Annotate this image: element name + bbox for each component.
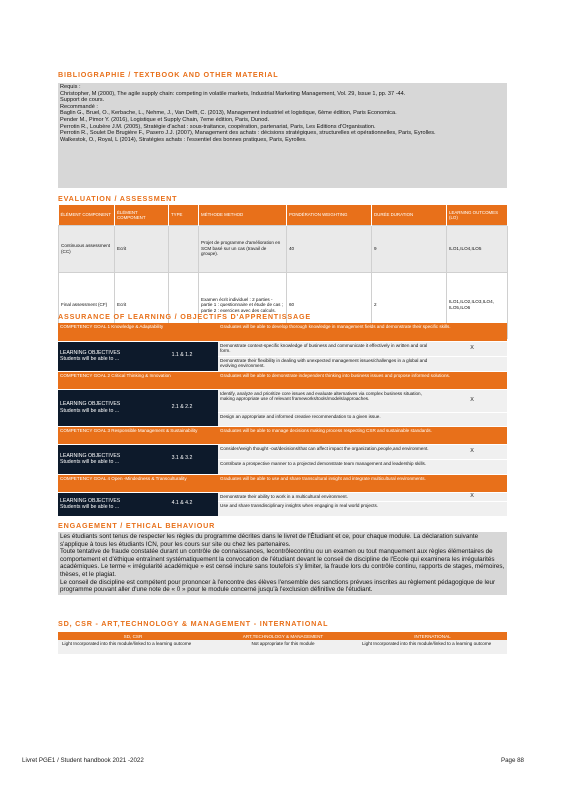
eval-type bbox=[169, 225, 199, 272]
objective-ids: 2.1 & 2.2 bbox=[146, 389, 218, 426]
eval-header: ÉLÉMENT COMPONENT bbox=[59, 205, 115, 225]
bibliography-line: Perrotin R., Loubère J.M. (2005), Stratégie d'achat : sous-traitance, coopération, partenariat, Paris, Les Editions d'Organisation. bbox=[60, 123, 376, 130]
eval-duration: 9 bbox=[372, 225, 447, 272]
lo-sub: Students will be able to ... bbox=[60, 459, 120, 465]
tags-header: INTERNATIONAL bbox=[358, 632, 507, 640]
objective-mark bbox=[437, 356, 507, 371]
bibliography-line: Walkestok, O., Royal, L (2014), Stratégies achats : l'essentiel des bonnes pratiques, Paris, Eyrolles. bbox=[60, 136, 307, 143]
goal-label: COMPETENCY GOAL 2 Critical Thinking & Innovation bbox=[58, 371, 218, 389]
goal-header-row bbox=[58, 474, 507, 492]
eval-method: Examen écrit individuel : 2 parties - partie 1 : questionnaire et étude de cas ; partie 2 : exercices avec des calculs. bbox=[199, 272, 287, 338]
goal-header-row bbox=[58, 426, 507, 444]
objective-item: Use and share transdisciplinary insights when engaging in real world projects. bbox=[218, 501, 437, 516]
tags-cell: Not appropriate for this module bbox=[208, 640, 358, 654]
objective-mark: X bbox=[437, 492, 507, 501]
eval-duration: 2 bbox=[372, 272, 447, 338]
assurance-table bbox=[58, 323, 507, 517]
lo-sub: Students will be able to ... bbox=[60, 407, 120, 414]
table-row bbox=[59, 225, 508, 272]
goal-objective: Graduates will be able to develop thorough knowledge in management fields and demonstrate their specific skills. bbox=[218, 323, 507, 341]
goal-label: COMPETENCY GOAL 1 Knowledge & Adaptability bbox=[58, 323, 218, 341]
goal-label: COMPETENCY GOAL 3 Responsible Management & Sustainability bbox=[58, 426, 218, 444]
tags-title: SD, CSR - ART,TECHNOLOGY & MANAGEMENT - INTERNATIONAL bbox=[58, 619, 329, 628]
objective-ids: 1.1 & 1.2 bbox=[146, 341, 218, 371]
engagement-title: ENGAGEMENT / ETHICAL BEHAVIOUR bbox=[58, 521, 216, 530]
eval-method: Projet de programme d'amélioration en SCM basé sur un cas (travail de groupe). bbox=[199, 225, 287, 272]
objective-item: Demonstrate their flexibility in dealing with unexpected management issues/challenges in a global and evolving environment. bbox=[218, 356, 437, 371]
bibliography-line: Baglin G., Bruel, O., Kerbache, L., Nehme, J., Van Delft, C. (2013), Management industriel et logistique, 6ème édition, Paris Economica. bbox=[60, 110, 397, 117]
table-row bbox=[58, 640, 507, 654]
engagement-paragraph: Toute tentative de fraude constatée durant un contrôle de connaissances, lecontrôlecontinu ou un examen ou tout manquement aux règles élémentaires de comportement et d'éthique entraînent systématiquement la convocation de l'étudiant devant le conseil de discipline de l'Ecole qui examinera les irrégularités académiques. Le terme « irrégularité académique » est censé inclure sans toutefois s'y limiter, la fraude lors du contrôle continu, rapports de stages, mémoires, thèses, et le plagiat. bbox=[60, 548, 505, 578]
eval-header: ÉLÉMENT COMPONENT bbox=[115, 205, 169, 225]
engagement-box bbox=[58, 532, 507, 595]
lo-sub: Students will be able to ... bbox=[60, 504, 120, 510]
objective-mark bbox=[437, 412, 507, 426]
objective-mark bbox=[437, 459, 507, 474]
eval-lo: ILO1,ILO2,ILO3,ILO4, ILO5,ILO6 bbox=[447, 272, 508, 338]
eval-header: PONDÉRATION WEIGHTING bbox=[287, 205, 372, 225]
tags-header: ART,TECHNOLOGY & MANAGEMENT bbox=[208, 632, 358, 640]
table-row bbox=[58, 444, 507, 459]
eval-weighting: 60 bbox=[287, 272, 372, 338]
bibliography-line: Pender M., Pimor Y. (2016), Logistique et Supply Chain, 7eme édition, Paris, Dunod. bbox=[60, 116, 270, 123]
engagement-paragraph: Les étudiants sont tenus de respecter les règles du programme décrites dans le livret de l'Étudiant et ce, pour chaque module. La déclaration suivante s'applique à tous les étudiants ICN, pour les cours sur site ou chez les partenaires. bbox=[60, 533, 479, 548]
eval-header: TYPE bbox=[169, 205, 199, 225]
bibliography-box bbox=[58, 83, 507, 188]
goal-label: COMPETENCY GOAL 4 Open -Mindedness & Transculturality bbox=[58, 474, 218, 492]
objective-ids: 4.1 & 4.2 bbox=[146, 492, 218, 516]
eval-weighting: 40 bbox=[287, 225, 372, 272]
engagement-paragraph: Le conseil de discipline est compétent pour prononcer à l'encontre des élèves l'ensemble des sanctions prévues inscrites au règlement pédagogique de leur programme pouvant aller d'une note de « 0 » pour le module concerné jusqu'à l'exclusion définitive de l'étudiant. bbox=[60, 578, 496, 594]
footer-left: Livret PGE1 / Student handbook 2021 -2022 bbox=[22, 757, 144, 764]
goal-header-row bbox=[58, 323, 507, 341]
eval-component: Final assessment (CF) bbox=[59, 272, 115, 338]
objective-item: Design an appropriate and informed creative recommendation to a given issue. bbox=[218, 412, 437, 426]
bibliography-line: Support de cours. bbox=[60, 97, 105, 104]
goal-objective: Graduates will be able to demonstrate independent thinking into business issues and propose informed solutions. bbox=[218, 371, 507, 389]
objective-mark: X bbox=[437, 444, 507, 459]
bibliography-line: Recommandé : bbox=[60, 103, 98, 110]
objective-item: Contribute a prospective manner to a projected demonstrate team management and leadership skills. bbox=[218, 459, 437, 474]
learning-objectives-cell bbox=[58, 389, 146, 426]
bibliography-line: Perrotin R., Soulet De Brugière F., Pasero J.J. (2007), Management des achats : décisions stratégiques, structurelles et opérationnelles, Paris, Eyrolles. bbox=[60, 130, 436, 137]
objective-item: Demonstrate context-specific knowledge of business and communicate it effectively in written and oral form. bbox=[218, 341, 437, 356]
learning-objectives-cell bbox=[58, 341, 146, 371]
tags-table bbox=[58, 632, 507, 654]
lo-label: LEARNING OBJECTIVES bbox=[60, 452, 121, 459]
objective-item: Identify, analyze and prioritize core issues and evaluate alternatives via complex business situation, making appropriate use of relevant frameworks/tools/models/approaches. bbox=[218, 389, 437, 412]
objective-item: Demonstrate their ability to work in a multicultural environment. bbox=[218, 492, 437, 501]
tags-cell: Light Incorporated into this module/linked to a learning outcome bbox=[358, 640, 507, 654]
bibliography-line: Requis : bbox=[60, 84, 81, 90]
lo-label: LEARNING OBJECTIVES bbox=[60, 401, 121, 408]
eval-component: Continuous assessment (CC) bbox=[59, 225, 115, 272]
lo-sub: Students will be able to ... bbox=[60, 356, 120, 362]
goal-header-row bbox=[58, 371, 507, 389]
goal-objective: Graduates will be able to manage decisions making process respecting CSR and sustainable standards. bbox=[218, 426, 507, 444]
eval-header: LEARNING OUTCOMES (LO) bbox=[447, 205, 508, 225]
objective-item: Consider/weigh thought -out/decisions/that can affect impact the organization,people,and environment. bbox=[218, 444, 437, 459]
bibliography-title: BIBLIOGRAPHIE / TEXTBOOK AND OTHER MATERIAL bbox=[58, 70, 279, 79]
tags-cell: Light Incorporated into this module/linked to a learning outcome bbox=[58, 640, 208, 654]
lo-label: LEARNING OBJECTIVES bbox=[60, 497, 121, 504]
bibliography-line: Christopher, M (2000), The agile supply chain: competing in volatile markets, Industrial Marketing Management, Vol. 29, Issue 1, pp. 37 -44. bbox=[60, 90, 406, 97]
page-number: Page 88 bbox=[500, 757, 524, 764]
table-row bbox=[58, 341, 507, 356]
eval-lo: ILO1,ILO4,ILO5 bbox=[447, 225, 508, 272]
learning-objectives-cell bbox=[58, 492, 146, 516]
eval-header: DURÉE DURATION bbox=[372, 205, 447, 225]
goal-objective: Graduates will be able to use and share transcultural insight and integrate multicultural environments. bbox=[218, 474, 507, 492]
objective-mark bbox=[437, 501, 507, 516]
tags-header: SD, CSR bbox=[58, 632, 208, 640]
assurance-title: ASSURANCE OF LEARNING / OBJECTIFS D'APPRENTISSAGE bbox=[58, 312, 311, 321]
evaluation-title: EVALUATION / ASSESSMENT bbox=[58, 194, 178, 203]
objective-ids: 3.1 & 3.2 bbox=[146, 444, 218, 474]
lo-label: LEARNING OBJECTIVES bbox=[60, 349, 121, 356]
eval-element: Ecrit bbox=[115, 225, 169, 272]
objective-mark: X bbox=[437, 341, 507, 356]
eval-element: Ecrit bbox=[115, 272, 169, 338]
eval-header: MÉTHODE METHOD bbox=[199, 205, 287, 225]
objective-mark: X bbox=[437, 389, 507, 412]
learning-objectives-cell bbox=[58, 444, 146, 474]
table-row bbox=[58, 389, 507, 412]
table-row bbox=[58, 492, 507, 501]
